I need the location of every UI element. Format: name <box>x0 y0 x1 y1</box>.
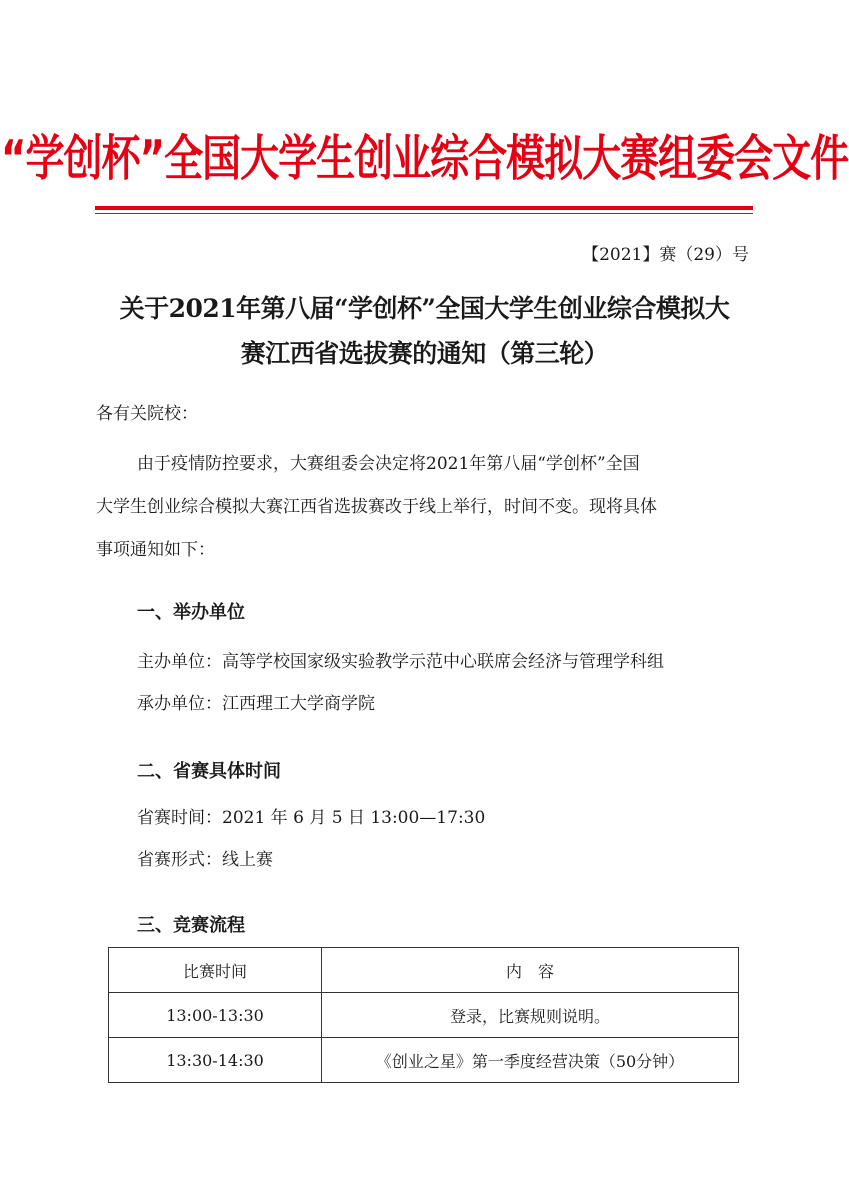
table-row <box>109 993 739 1038</box>
competition-time-line: 省赛时间：2021 年 6 月 5 日 13:00—17:30 <box>137 808 486 828</box>
section-heading-time: 二、省赛具体时间 <box>137 761 281 782</box>
notice-title-line1: 关于2021年第八届“学创杯”全国大学生创业综合模拟大 <box>119 294 730 323</box>
header-divider-thick <box>95 206 753 210</box>
table-cell-content: 《创业之星》第一季度经营决策（50分钟） <box>322 1038 739 1083</box>
schedule-table <box>108 947 739 1083</box>
document-number: 【2021】赛（29）号 <box>582 245 749 265</box>
section-heading-organizers: 一、举办单位 <box>137 602 245 623</box>
intro-paragraph-line3: 事项通知如下： <box>96 540 215 560</box>
table-row <box>109 1038 739 1083</box>
header-org-title: “学创杯”全国大学生创业综合模拟大赛组委会文件 <box>0 131 849 188</box>
table-cell-time: 13:00-13:30 <box>109 993 322 1038</box>
table-header-time: 比赛时间 <box>109 948 322 993</box>
notice-title-line2: 赛江西省选拔赛的通知（第三轮） <box>240 339 609 368</box>
table-cell-content: 登录，比赛规则说明。 <box>322 993 739 1038</box>
organizer-line: 主办单位：高等学校国家级实验教学示范中心联席会经济与管理学科组 <box>137 652 664 672</box>
salutation: 各有关院校： <box>96 404 198 424</box>
competition-format-line: 省赛形式：线上赛 <box>137 850 273 870</box>
intro-paragraph-line1: 由于疫情防控要求，大赛组委会决定将2021年第八届“学创杯”全国 <box>137 454 640 474</box>
table-header-row <box>109 948 739 993</box>
table-header-content: 内 容 <box>322 948 739 993</box>
section-heading-process: 三、竞赛流程 <box>137 915 245 936</box>
host-line: 承办单位：江西理工大学商学院 <box>137 694 375 714</box>
header-divider-thin <box>95 213 753 214</box>
table-cell-time: 13:30-14:30 <box>109 1038 322 1083</box>
intro-paragraph-line2: 大学生创业综合模拟大赛江西省选拔赛改于线上举行，时间不变。现将具体 <box>96 497 657 517</box>
notice-title <box>90 286 759 376</box>
